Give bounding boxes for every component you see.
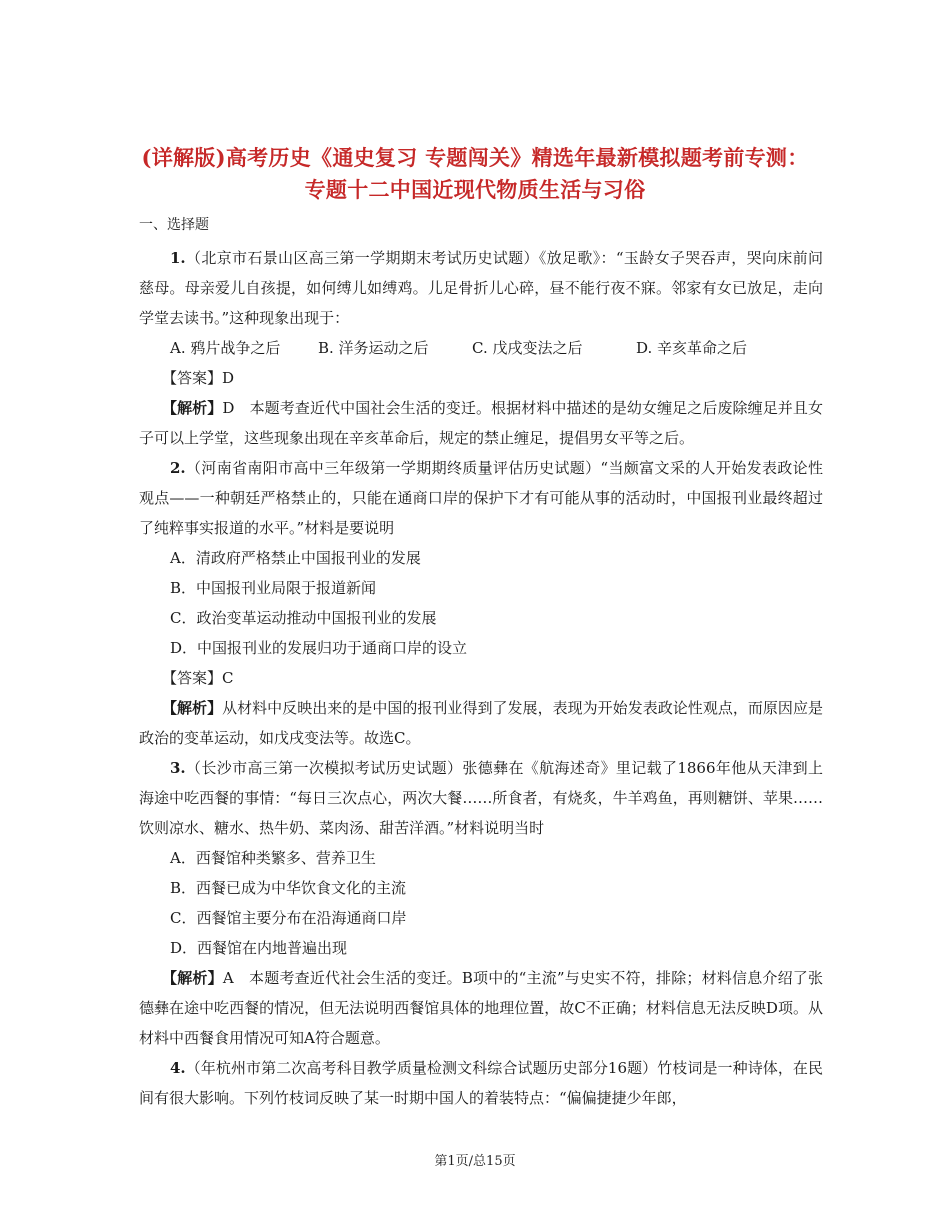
title-line-1: (详解版)高考历史《通史复习 专题闯关》精选年最新模拟题考前专测： — [141, 145, 809, 170]
section-heading: 一、选择题 — [139, 217, 209, 233]
question-number: 4. — [170, 1059, 186, 1077]
option-b: B．西餐已成为中华饮食文化的主流 — [170, 879, 407, 897]
title-line-2: 专题十二中国近现代物质生活与习俗 — [304, 177, 646, 202]
explanation: 【解析】A 本题考查近代社会生活的变迁。B项中的“主流”与史实不符，排除；材料信息介绍了张德彝在途中吃西餐的情况，但无法说明西餐馆具体的地理位置，故C不正确；材料信息无法反映D项。从材料中西餐食用情况可知A符合题意。 — [139, 969, 823, 1047]
explanation: 【解析】D 本题考查近代中国社会生活的变迁。根据材料中描述的是幼女缠足之后废除缠足并且女子可以上学堂，这些现象出现在辛亥革命后，规定的禁止缠足，提倡男女平等之后。 — [139, 399, 823, 447]
answer: 【答案】D — [162, 369, 235, 387]
question-2 — [139, 453, 823, 753]
question-stem: 1.（北京市石景山区高三第一学期期末考试历史试题）《放足歌》：“玉龄女子哭吞声，哭向床前问慈母。母亲爱儿自孩提，如何缚儿如缚鸡。儿足骨折儿心碎，昼不能行夜不寐。邻家有女已放足，走向学堂去读书。”这种现象出现于： — [139, 249, 823, 327]
question-4 — [139, 1053, 823, 1113]
option-d: D．中国报刊业的发展归功于通商口岸的设立 — [170, 639, 468, 657]
question-stem: 4.（年杭州市第二次高考科目教学质量检测文科综合试题历史部分16题）竹枝词是一种诗体，在民间有很大影响。下列竹枝词反映了某一时期中国人的着装特点：“偏偏捷捷少年郎， — [139, 1059, 823, 1107]
option-a: A. 鸦片战争之后 — [170, 339, 281, 357]
option-d: D．西餐馆在内地普遍出现 — [170, 939, 348, 957]
answer: 【答案】C — [162, 669, 234, 687]
page-footer: 第1页/总15页 — [434, 1154, 516, 1169]
question-stem: 3.（长沙市高三第一次模拟考试历史试题）张德彝在《航海述奇》里记载了1866年他从天津到上海途中吃西餐的事情：“每日三次点心，两次大餐……所食者，有烧炙，牛羊鸡鱼，再则糖饼、苹果……饮则凉水、糖水、热牛奶、菜肉汤、甜苦洋酒。”材料说明当时 — [139, 759, 823, 837]
question-number: 3. — [170, 759, 186, 777]
question-number: 2. — [170, 459, 186, 477]
question-stem: 2.（河南省南阳市高中三年级第一学期期终质量评估历史试题）“当颇富文采的人开始发表政论性观点——一种朝廷严格禁止的，只能在通商口岸的保护下才有可能从事的活动时，中国报刊业最终超过了纯粹事实报道的水平。”材料是要说明 — [139, 459, 823, 537]
option-a: A．西餐馆种类繁多、营养卫生 — [170, 849, 376, 867]
document-body — [139, 213, 823, 1113]
option-c: C. 戊戌变法之后 — [472, 339, 583, 357]
option-b: B．中国报刊业局限于报道新闻 — [170, 579, 377, 597]
option-c: C．西餐馆主要分布在沿海通商口岸 — [170, 909, 407, 927]
option-a: A．清政府严格禁止中国报刊业的发展 — [170, 549, 421, 567]
question-number: 1. — [170, 249, 186, 267]
option-b: B. 洋务运动之后 — [318, 339, 429, 357]
option-c: C．政治变革运动推动中国报刊业的发展 — [170, 609, 437, 627]
option-d: D. 辛亥革命之后 — [636, 339, 748, 357]
explanation: 【解析】从材料中反映出来的是中国的报刊业得到了发展，表现为开始发表政论性观点，而原因应是政治的变革运动，如戊戌变法等。故选C。 — [139, 699, 823, 747]
document-title — [100, 142, 850, 206]
question-3 — [139, 753, 823, 1053]
options-row — [139, 333, 823, 363]
question-1 — [139, 243, 823, 453]
